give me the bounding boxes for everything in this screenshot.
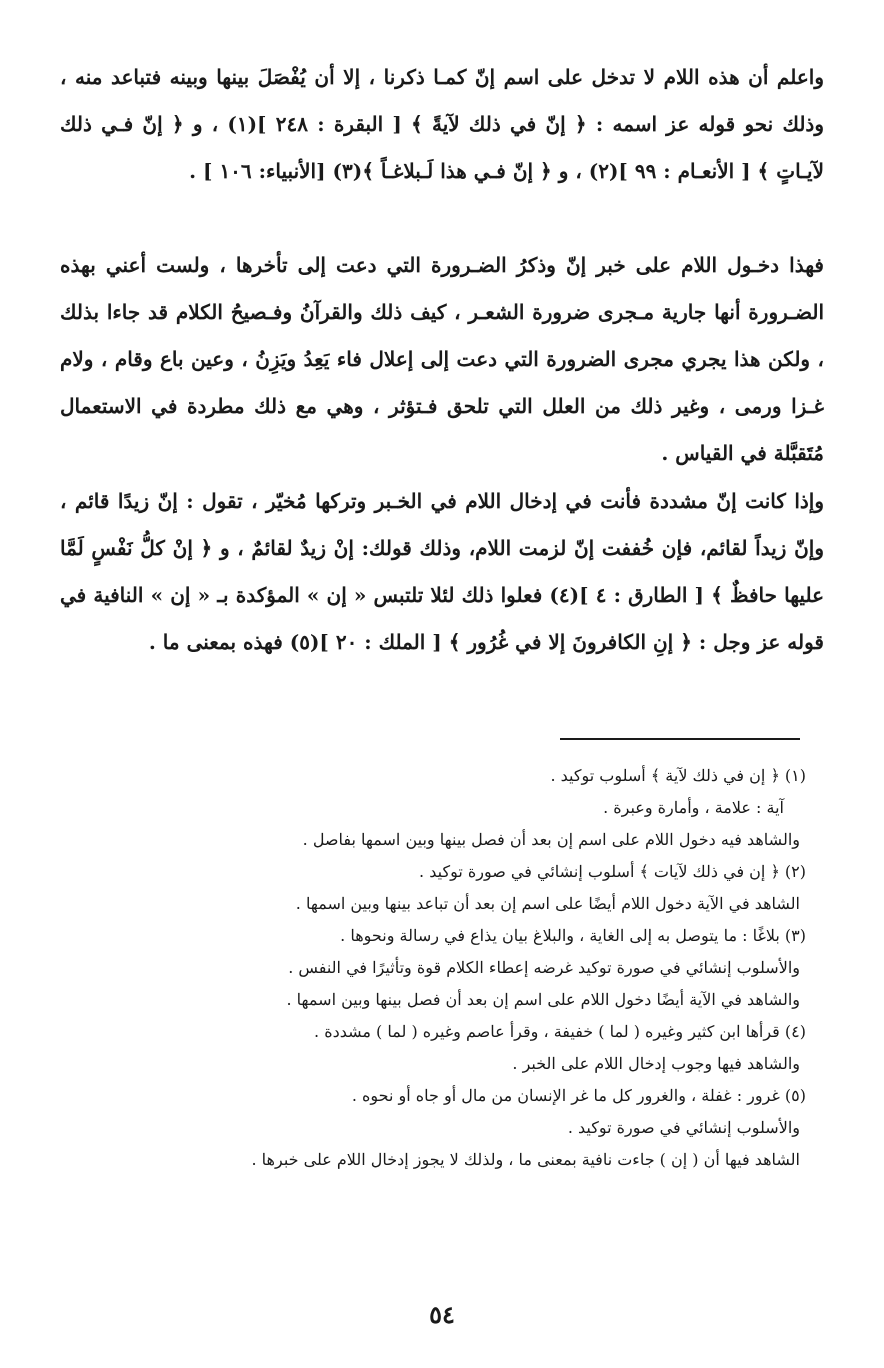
footnote-1-line-1: (١) ﴿ إن في ذلك لآية ﴾ أسلوب توكيد . bbox=[550, 766, 806, 785]
footnote-5-line-1: (٥) غرور : غفلة ، والغرور كل ما غر الإنسان من مال أو جاه أو نحوه . bbox=[351, 1086, 806, 1105]
body-paragraph-3: وإذا كانت إنّ مشددة فأنت في إدخال اللام في الخـبر وتركها مُخيّر ، تقول : إنّ زيدًا قائم ، وإنّ زيداً لقائم، فإن خُففت إنّ لزمت اللام، وذلك قولك: إنْ زيدٌ لقائمٌ ، و ﴿ إنْ كلُّ نَفْسٍ لَمَّا عليها حافظٌ ﴾ [ الطارق : ٤ ](٤) فعلوا ذلك لئلا تلتبس « إن » المؤكدة بـ « إن » النافية في قوله عز وجل : ﴿ إنِ الكافرونَ إلا في غُرُور ﴾ [ الملك : ٢٠ ](٥) فهذه بمعنى ما . bbox=[60, 489, 825, 654]
footnote-5-line-3: الشاهد فيها أن ( إن ) جاءت نافية بمعنى ما ، ولذلك لا يجوز إدخال اللام على خبرها . bbox=[251, 1150, 800, 1169]
footnote-3-line-3: والشاهد في الآية أيضًا دخول اللام على اسم إن بعد أن فصل بينها وبين اسمها . bbox=[286, 990, 800, 1009]
footnote-4-line-1: (٤) قرأها ابن كثير وغيره ( لما ) خفيفة ، وقرأ عاصم وغيره ( لما ) مشددة . bbox=[314, 1022, 806, 1041]
footnote-divider bbox=[560, 738, 800, 740]
footnote-5-line-2: والأسلوب إنشائي في صورة توكيد . bbox=[567, 1118, 800, 1137]
body-paragraph-2: فهذا دخـول اللام على خبر إنّ وذكرُ الضـرورة التي دعت إلى تأخرها ، ولست أعني بهذه الضـرورة أنها جارية مـجرى ضرورة الشعـر ، كيف ذلك والقرآنُ وفـصيحُ الكلام قد جاءا بذلك ، ولكن هذا يجري مجرى الضرورة التي دعت إلى إعلال فاء يَعِدُ ويَزِنُ ، وعين باع وقام ، ولام غـزا ورمى ، وغير ذلك من العلل التي تلحق فـتؤثر ، وهي مع ذلك مطردة في الاستعمال مُتَقبَّلة في القياس . bbox=[60, 253, 824, 465]
body-paragraph-1: واعلم أن هذه اللام لا تدخل على اسم إنّ كمـا ذكرنا ، إلا أن يُفْصَلَ بينها وبينه فتباعد منه ، وذلك نحو قوله عز اسمه : ﴿ إنّ في ذلك لآيةً ﴾ [ البقرة : ٢٤٨ ](١) ، و ﴿ إنّ فـي ذلك لآيـاتٍ ﴾ [ الأنعـام : ٩٩ ](٢) ، و ﴿ إنّ فـي هذا لَـبلاغـاً ﴾(٣) [الأنبياء: ١٠٦ ] . bbox=[60, 65, 824, 183]
footnote-3-line-2: والأسلوب إنشائي في صورة توكيد غرضه إعطاء الكلام قوة وتأثيرًا في النفس . bbox=[288, 958, 800, 977]
footnotes-list bbox=[60, 760, 806, 1176]
footnote-4-line-2: والشاهد فيها وجوب إدخال اللام على الخبر . bbox=[512, 1054, 800, 1073]
footnote-2-line-2: الشاهد في الآية دخول اللام أيضًا على اسم إن بعد أن تباعد بينها وبين اسمها . bbox=[295, 894, 800, 913]
footnote-3-line-1: (٣) بلاغًا : ما يتوصل به إلى الغاية ، والبلاغ بيان يذاع في رسالة ونحوها . bbox=[340, 926, 806, 945]
page-number: ٥٤ bbox=[429, 1300, 455, 1329]
footnote-2-line-1: (٢) ﴿ إن في ذلك لآيات ﴾ أسلوب إنشائي في صورة توكيد . bbox=[419, 862, 806, 881]
footnote-1-line-3: والشاهد فيه دخول اللام على اسم إن بعد أن فصل بينها وبين اسمها بفاصل . bbox=[302, 830, 800, 849]
footnote-1-line-2: آية : علامة ، وأمارة وعبرة . bbox=[603, 798, 784, 817]
